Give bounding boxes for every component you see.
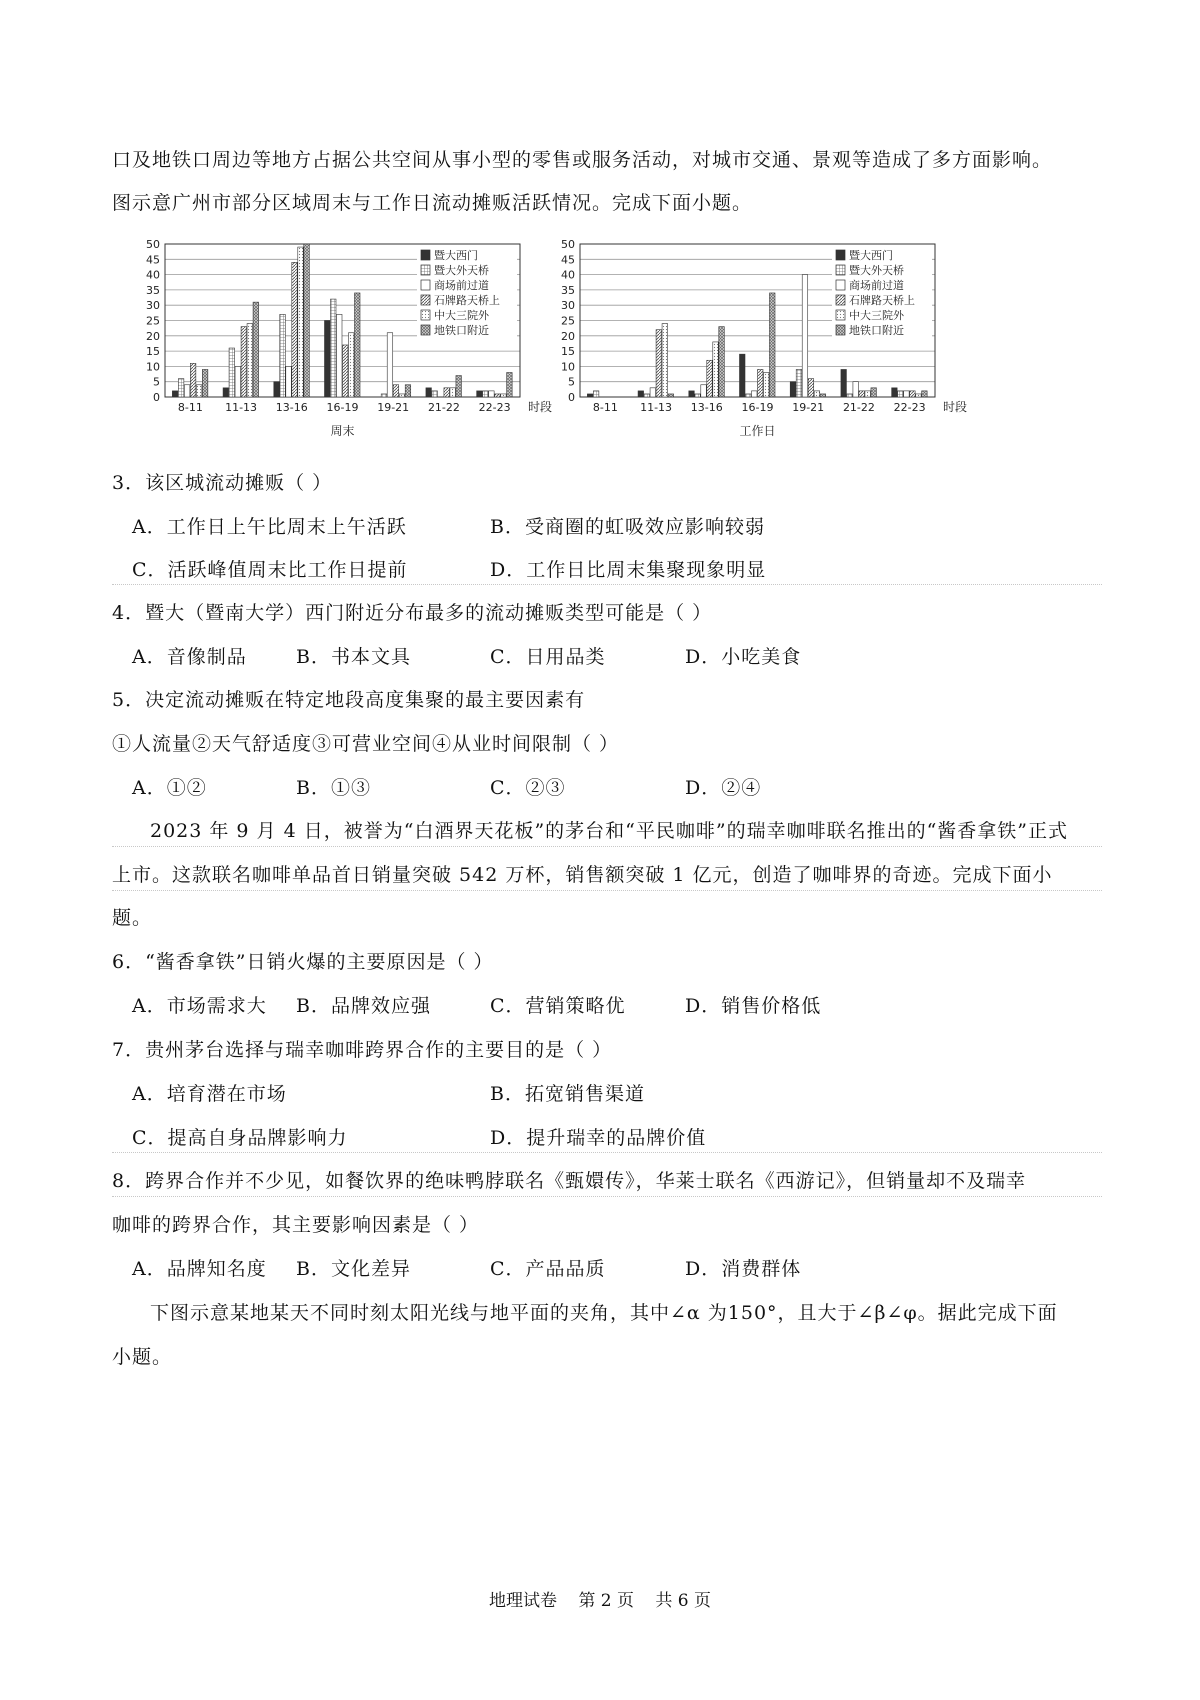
bar	[701, 385, 707, 397]
x-tick-label: 19-21	[792, 401, 825, 414]
divider	[112, 890, 1102, 891]
bar	[740, 354, 746, 397]
x-tick-label: 21-22	[427, 401, 460, 414]
q8-option-c[interactable]: C．产品品质	[490, 1258, 606, 1280]
bar	[865, 391, 871, 397]
bar	[847, 394, 853, 397]
bar	[662, 324, 668, 397]
bar	[456, 376, 462, 397]
bar	[689, 391, 695, 397]
bar	[274, 382, 280, 397]
y-tick-label: 5	[153, 375, 160, 389]
bar	[770, 293, 776, 397]
x-tick-label: 22-23	[478, 401, 511, 414]
legend-label: 石牌路天桥上	[849, 294, 915, 307]
q4-option-b[interactable]: B．书本文具	[296, 646, 411, 668]
legend-label: 暨大外天桥	[849, 264, 904, 277]
legend-swatch	[421, 310, 430, 320]
bar	[650, 388, 656, 397]
bar	[892, 388, 898, 397]
bar	[235, 366, 241, 397]
passage2-line-1: 2023 年 9 月 4 日，被誉为“白酒界天花板”的茅台和“平民咖啡”的瑞幸咖啡联名推出的“酱香拿铁”正式	[150, 820, 1069, 842]
x-tick-label: 21-22	[842, 401, 875, 414]
bar	[668, 394, 674, 397]
q5-option-a[interactable]: A．①②	[132, 777, 207, 799]
bar	[707, 360, 713, 397]
y-tick-label: 0	[153, 391, 160, 404]
bar	[343, 345, 349, 397]
legend-swatch	[836, 280, 845, 290]
bar	[292, 262, 298, 397]
bar	[426, 388, 432, 397]
bar	[286, 366, 292, 397]
legend-label: 石牌路天桥上	[434, 294, 500, 307]
weekday-chart	[545, 232, 985, 446]
y-tick-label: 0	[568, 391, 575, 404]
bar	[507, 373, 512, 397]
y-tick-label: 45	[146, 253, 160, 267]
q8-option-a[interactable]: A．品牌知名度	[132, 1258, 267, 1280]
bar	[695, 394, 701, 397]
bar	[746, 394, 752, 397]
divider	[112, 584, 1102, 585]
y-tick-label: 10	[561, 360, 575, 374]
y-tick-label: 35	[561, 283, 575, 297]
q7-option-d[interactable]: D．提升瑞幸的品牌价值	[490, 1127, 707, 1149]
divider	[112, 1196, 1102, 1197]
x-tick-label: 22-23	[893, 401, 926, 414]
intro-line-1: 口及地铁口周边等地方占据公共空间从事小型的零售或服务活动，对城市交通、景观等造成了多方面影响。	[112, 149, 1053, 171]
x-tick-label: 13-16	[275, 401, 308, 414]
legend-swatch	[836, 250, 845, 260]
bar	[871, 388, 877, 397]
q8-stem-2: 咖啡的跨界合作，其主要影响因素是（ ）	[112, 1214, 480, 1236]
x-tick-label: 11-13	[640, 401, 673, 414]
bar	[814, 391, 820, 397]
q6-option-d[interactable]: D．销售价格低	[685, 995, 822, 1017]
bar	[202, 369, 208, 397]
bar	[820, 394, 826, 397]
legend-label: 地铁口附近	[434, 324, 489, 337]
bar	[387, 333, 393, 397]
y-tick-label: 35	[146, 283, 160, 297]
bar	[841, 369, 847, 397]
passage3-line-1: 下图示意某地某天不同时刻太阳光线与地平面的夹角，其中∠α 为150°，且大于∠β∠φ。据此完成下面	[150, 1302, 1058, 1324]
bar	[184, 385, 190, 397]
bar	[477, 391, 483, 397]
weekend-chart	[130, 232, 570, 446]
legend-swatch	[421, 280, 430, 290]
legend-label: 暨大西门	[434, 249, 478, 262]
legend-swatch	[421, 325, 430, 335]
q5-stem-2: ①人流量②天气舒适度③可营业空间④从业时间限制（ ）	[112, 733, 620, 755]
q7-stem: 7．贵州茅台选择与瑞幸咖啡跨界合作的主要目的是（ ）	[112, 1039, 613, 1061]
bar	[764, 373, 770, 397]
bar	[337, 314, 343, 397]
bar	[802, 275, 808, 397]
bar	[325, 321, 331, 398]
q8-stem: 8．跨界合作并不少见，如餐饮界的绝味鸭脖联名《甄嬛传》，华莱士联名《西游记》，但销量却不及瑞幸	[112, 1170, 1027, 1192]
y-tick-label: 15	[146, 345, 160, 359]
bar	[241, 327, 247, 397]
x-tick-label: 8-11	[177, 401, 203, 414]
q5-stem: 5．决定流动摊贩在特定地段高度集聚的最主要因素有	[112, 689, 586, 711]
x-tick-label: 16-19	[741, 401, 774, 414]
bar	[280, 314, 286, 397]
bar	[922, 391, 928, 397]
y-tick-label: 50	[561, 238, 575, 251]
bar	[790, 382, 796, 397]
bar	[489, 391, 495, 397]
x-axis-label: 周末	[330, 424, 355, 438]
q6-stem: 6．“酱香拿铁”日销火爆的主要原因是（ ）	[112, 951, 494, 973]
y-tick-label: 20	[561, 329, 575, 343]
y-tick-label: 45	[561, 253, 575, 267]
bar	[859, 391, 865, 397]
q4-option-c[interactable]: C．日用品类	[490, 646, 606, 668]
bar	[796, 369, 802, 397]
bar	[916, 394, 922, 397]
passage2-line-2: 上市。这款联名咖啡单品首日销量突破 542 万杯，销售额突破 1 亿元，创造了咖啡界的奇迹。完成下面小	[112, 864, 1053, 886]
bar	[190, 363, 196, 397]
legend-swatch	[421, 265, 430, 275]
bar	[483, 391, 489, 397]
x-axis-unit: 时段	[528, 400, 553, 414]
page-footer	[0, 1586, 1200, 1611]
footer-subject: 地理试卷	[488, 1591, 557, 1611]
bar	[808, 379, 814, 397]
bar	[405, 385, 411, 397]
q7-option-c[interactable]: C．提高自身品牌影响力	[132, 1127, 348, 1149]
y-tick-label: 15	[561, 345, 575, 359]
q4-option-a[interactable]: A．音像制品	[132, 646, 247, 668]
bar	[331, 299, 337, 397]
bar	[223, 388, 229, 397]
legend-label: 中大三院外	[434, 309, 489, 322]
legend-label: 暨大外天桥	[434, 264, 489, 277]
bar	[229, 348, 235, 397]
legend-label: 中大三院外	[849, 309, 904, 322]
y-tick-label: 50	[146, 238, 160, 251]
q3-stem: 3．该区城流动摊贩（ ）	[112, 472, 333, 494]
bar	[593, 391, 599, 397]
q7-option-a[interactable]: A．培育潜在市场	[132, 1083, 287, 1105]
y-tick-label: 20	[146, 329, 160, 343]
bar	[432, 391, 438, 397]
q3-option-d[interactable]: D．工作日比周末集聚现象明显	[490, 559, 767, 581]
q4-option-d[interactable]: D．小吃美食	[685, 646, 802, 668]
y-tick-label: 30	[561, 299, 575, 313]
y-tick-label: 40	[561, 268, 575, 282]
bar	[713, 342, 719, 397]
bar	[910, 391, 916, 397]
divider	[112, 1152, 1102, 1153]
q8-option-d[interactable]: D．消费群体	[685, 1258, 802, 1280]
bar	[444, 388, 450, 397]
legend-swatch	[421, 295, 430, 305]
divider	[112, 846, 1102, 847]
bar	[253, 302, 258, 397]
y-tick-label: 30	[146, 299, 160, 313]
q3-option-c[interactable]: C．活跃峰值周末比工作日提前	[132, 559, 408, 581]
bar	[450, 388, 456, 397]
x-tick-label: 11-13	[225, 401, 258, 414]
legend-swatch	[836, 325, 845, 335]
q7-option-b[interactable]: B．拓宽销售渠道	[490, 1083, 645, 1105]
y-tick-label: 10	[146, 360, 160, 374]
bar	[587, 394, 593, 397]
x-tick-label: 8-11	[592, 401, 618, 414]
bar	[355, 293, 361, 397]
weekday-chart-svg	[545, 232, 985, 442]
bar	[349, 333, 355, 397]
bar	[298, 247, 304, 397]
footer-total: 共 6 页	[655, 1591, 712, 1611]
passage3-line-2: 小题。	[112, 1346, 173, 1368]
bar	[719, 327, 725, 397]
y-tick-label: 40	[146, 268, 160, 282]
bar	[393, 385, 399, 397]
x-tick-label: 13-16	[690, 401, 723, 414]
q5-option-c[interactable]: C．②③	[490, 777, 566, 799]
q5-option-d[interactable]: D．②④	[685, 777, 762, 799]
weekend-chart-svg	[130, 232, 570, 442]
q6-option-b[interactable]: B．品牌效应强	[296, 995, 431, 1017]
bar	[644, 394, 650, 397]
legend-swatch	[836, 295, 845, 305]
q4-stem: 4．暨大（暨南大学）西门附近分布最多的流动摊贩类型可能是（ ）	[112, 602, 713, 624]
bar	[196, 385, 202, 397]
bar	[853, 382, 859, 397]
bar	[172, 391, 178, 397]
x-axis-label: 工作日	[739, 424, 776, 438]
legend-label: 商场前过道	[849, 279, 904, 292]
bar	[304, 244, 310, 397]
q8-option-b[interactable]: B．文化差异	[296, 1258, 411, 1280]
legend-label: 暨大西门	[849, 249, 893, 262]
legend-label: 地铁口附近	[849, 324, 904, 337]
legend-swatch	[421, 250, 430, 260]
intro-line-2: 图示意广州市部分区域周末与工作日流动摊贩活跃情况。完成下面小题。	[112, 192, 753, 214]
bar	[381, 394, 387, 397]
y-tick-label: 25	[561, 314, 575, 328]
bar	[656, 330, 662, 397]
x-axis-unit: 时段	[943, 400, 968, 414]
legend-swatch	[836, 265, 845, 275]
bar	[752, 391, 758, 397]
x-tick-label: 19-21	[377, 401, 410, 414]
q3-option-a[interactable]: A．工作日上午比周末上午活跃	[132, 516, 407, 538]
q3-option-b[interactable]: B．受商圈的虹吸效应影响较弱	[490, 516, 765, 538]
y-tick-label: 5	[568, 375, 575, 389]
legend-label: 商场前过道	[434, 279, 489, 292]
bar	[247, 324, 253, 397]
x-tick-label: 16-19	[326, 401, 359, 414]
q6-option-c[interactable]: C．营销策略优	[490, 995, 626, 1017]
bar	[758, 369, 764, 397]
bar	[904, 391, 910, 397]
bar	[638, 391, 644, 397]
bar	[178, 379, 184, 397]
q5-option-b[interactable]: B．①③	[296, 777, 371, 799]
footer-page: 第 2 页	[578, 1591, 634, 1611]
y-tick-label: 25	[146, 314, 160, 328]
passage2-line-3: 题。	[112, 907, 153, 929]
q6-option-a[interactable]: A．市场需求大	[132, 995, 267, 1017]
bar	[501, 394, 507, 397]
bar	[898, 391, 904, 397]
legend-swatch	[836, 310, 845, 320]
bar	[399, 394, 405, 397]
bar	[495, 394, 501, 397]
